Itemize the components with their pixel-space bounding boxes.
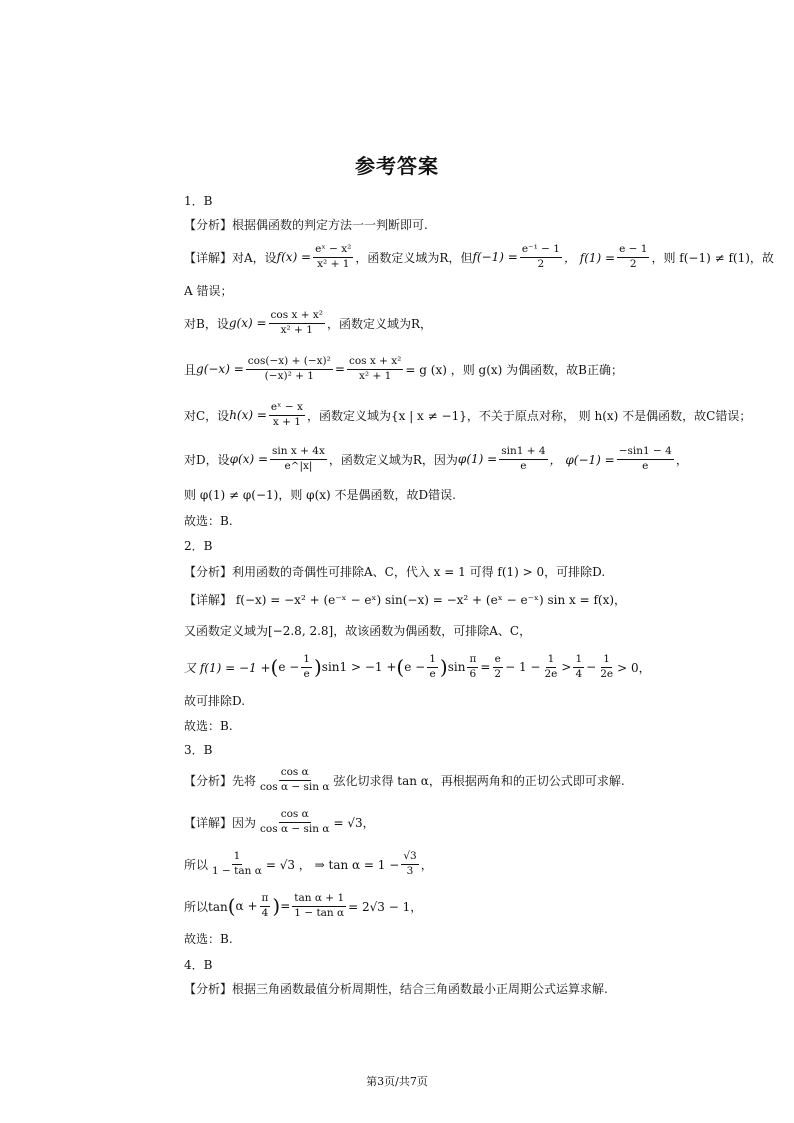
- text: =: [334, 362, 345, 376]
- numerator: e⁻¹ − 1: [520, 243, 562, 257]
- numerator: π: [467, 653, 478, 667]
- fraction: [260, 892, 271, 919]
- numerator: cos x + x²: [269, 309, 325, 323]
- function-phi: ， φ(−1) =: [549, 452, 615, 467]
- analysis-text: 【分析】利用函数的奇偶性可排除A、C，代入 x = 1 可得 f(1) > 0，可排除D.: [184, 565, 606, 579]
- detail-line: [184, 442, 764, 476]
- text: ，函数定义域为R，: [326, 316, 433, 331]
- text: = g (x) ，则 g(x) 为偶函数，故B正确；: [405, 362, 623, 377]
- analysis-line: [184, 762, 764, 798]
- text: − 1 −: [505, 660, 541, 674]
- fraction: [258, 808, 331, 835]
- question-number: 2．B: [184, 539, 213, 553]
- text: 且: [184, 362, 197, 377]
- numerator: 1: [301, 653, 312, 667]
- fraction: [246, 355, 333, 382]
- numerator: −sin1 − 4: [617, 445, 674, 459]
- text: α +: [235, 899, 258, 913]
- text: 对D，设: [184, 452, 230, 467]
- detail-line: [184, 240, 774, 274]
- text: 所以tan: [184, 899, 228, 914]
- numerator: √3: [401, 850, 418, 864]
- page-footer: 第3页/共7页: [366, 1075, 428, 1088]
- denominator: 6: [469, 667, 477, 680]
- text: >: [561, 660, 572, 674]
- denominator: e: [303, 667, 310, 680]
- denominator: e: [642, 459, 649, 472]
- denominator: 2e: [544, 667, 558, 680]
- inequality-line: [184, 648, 764, 686]
- function-g: g(x) =: [228, 316, 267, 330]
- analysis-text: 【分析】根据偶函数的判定方法一一判断即可.: [184, 218, 428, 232]
- numerator: e: [493, 653, 503, 667]
- fraction: [467, 653, 478, 680]
- paren: ): [313, 655, 322, 679]
- text: ，: [420, 857, 433, 872]
- text: 所以: [184, 857, 209, 872]
- detail-line: [184, 398, 764, 432]
- text: 【分析】先将: [184, 773, 257, 788]
- fraction: [499, 445, 547, 472]
- detail-label: 【详解】对A，设: [184, 250, 277, 265]
- text: ，函数定义域为{x | x ≠ −1}，不关于原点对称， 则 h(x) 不是偶函数，故C错误；: [306, 408, 752, 423]
- denominator: 2: [629, 257, 637, 270]
- fraction: [492, 653, 503, 680]
- denominator: e^|x|: [284, 459, 313, 472]
- numerator: cos(−x) + (−x)²: [246, 355, 333, 369]
- choice-line: 故选：B.: [184, 719, 233, 733]
- detail-line: [184, 846, 764, 882]
- denominator: 2: [494, 667, 502, 680]
- fraction: [292, 892, 346, 919]
- denominator: 1 − tan α: [294, 906, 345, 919]
- detail-line: [184, 306, 764, 340]
- fraction: [427, 653, 438, 680]
- text: = √3 ， ⇒ tan α = 1 −: [265, 857, 400, 872]
- text: e −: [404, 660, 426, 674]
- denominator: cos α − sin α: [260, 780, 330, 793]
- denominator: x² + 1: [280, 323, 313, 336]
- text: −: [586, 660, 597, 674]
- numerator: sin x + 4x: [270, 445, 327, 459]
- denominator: 1 − tan α: [212, 864, 262, 877]
- question-number: 4．B: [184, 958, 213, 972]
- denominator: 2e: [600, 667, 614, 680]
- text: 弦化切求得 tan α，再根据两角和的正切公式即可求解.: [333, 773, 625, 788]
- paren: ): [272, 894, 281, 918]
- denominator: 3: [406, 864, 414, 877]
- numerator: 1: [232, 850, 243, 864]
- fraction: [598, 653, 615, 680]
- numerator: e − 1: [617, 243, 649, 257]
- function-phi: φ(x) =: [229, 452, 269, 466]
- numerator: cos x + x²: [347, 355, 403, 369]
- denominator: 4: [575, 667, 583, 680]
- text: ，: [675, 452, 688, 467]
- text-line: 又函数定义域为[−2.8, 2.8]，故该函数为偶函数，可排除A、C，: [184, 624, 532, 638]
- choice-line: 故选：B.: [184, 514, 233, 528]
- question-number: 3．B: [184, 743, 213, 757]
- text-line: 则 φ(1) ≠ φ(−1)，则 φ(x) 不是偶函数，故D错误.: [184, 488, 456, 502]
- paren: (: [396, 655, 405, 679]
- text: = 2√3 − 1，: [348, 899, 423, 914]
- denominator: x + 1: [272, 415, 301, 428]
- text: 对B，设: [184, 316, 229, 331]
- text: sin1 > −1 +: [321, 660, 397, 674]
- denominator: x² + 1: [359, 369, 392, 382]
- fraction: [301, 653, 312, 680]
- fraction: [210, 850, 264, 877]
- numerator: π: [260, 892, 271, 906]
- fraction: [520, 243, 562, 270]
- text: 对C，设: [184, 408, 230, 423]
- numerator: 1: [427, 653, 438, 667]
- text: 又 f(1) = −1 +: [184, 660, 271, 675]
- denominator: e: [429, 667, 436, 680]
- choice-line: 故选：B.: [184, 932, 233, 946]
- detail-line: [184, 888, 764, 924]
- numerator: eˣ − x: [269, 401, 305, 415]
- text: > 0，: [617, 660, 651, 675]
- denominator: (−x)² + 1: [264, 369, 314, 382]
- fraction: [617, 243, 649, 270]
- text: ，函数定义域为R，但: [355, 250, 473, 265]
- fraction: [269, 309, 325, 336]
- numerator: sin1 + 4: [499, 445, 547, 459]
- fraction: [573, 653, 584, 680]
- fraction: [270, 445, 327, 472]
- denominator: e: [520, 459, 527, 472]
- paren: (: [270, 655, 279, 679]
- denominator: 4: [261, 906, 269, 919]
- detail-line: [184, 804, 764, 840]
- fraction: [258, 766, 331, 793]
- numerator: cos α: [279, 808, 311, 822]
- numerator: eˣ − x²: [313, 243, 353, 257]
- text-line: A 错误；: [184, 284, 233, 298]
- function-g: g(−x) =: [196, 362, 244, 376]
- function-phi: φ(1) =: [457, 452, 498, 466]
- analysis-text: 【分析】根据三角函数最值分析周期性，结合三角函数最小正周期公式运算求解.: [184, 982, 608, 996]
- text: =: [280, 899, 291, 913]
- text: e −: [278, 660, 300, 674]
- detail-line: 【详解】 f(−x) = −x² + (e⁻ˣ − eˣ) sin(−x) = −x² + (eˣ − e⁻ˣ) sin x = f(x)，: [184, 593, 627, 607]
- text-line: 故可排除D.: [184, 694, 246, 708]
- text: =: [480, 660, 491, 674]
- function-f: f(−1) =: [472, 250, 518, 264]
- function-f: f(x) =: [276, 250, 312, 264]
- fraction: [617, 445, 674, 472]
- text: = √3，: [333, 815, 375, 830]
- detail-line: [184, 350, 764, 388]
- denominator: x² + 1: [317, 257, 350, 270]
- numerator: 1: [573, 653, 584, 667]
- fraction: [313, 243, 353, 270]
- question-number: 1．B: [184, 194, 213, 208]
- page-title: 参考答案: [355, 154, 439, 178]
- fraction: [542, 653, 559, 680]
- numerator: 1: [546, 653, 557, 667]
- paren: (: [227, 894, 236, 918]
- denominator: cos α − sin α: [260, 822, 330, 835]
- numerator: tan α + 1: [292, 892, 346, 906]
- denominator: 2: [537, 257, 545, 270]
- paren: ): [439, 655, 448, 679]
- numerator: cos α: [279, 766, 311, 780]
- fraction: [269, 401, 305, 428]
- fraction: [401, 850, 418, 877]
- text: 【详解】因为: [184, 815, 257, 830]
- text: sin: [447, 660, 466, 674]
- numerator: 1: [601, 653, 612, 667]
- text: ，函数定义域为R，因为: [328, 452, 458, 467]
- text: ，则 f(−1) ≠ f(1)，故: [651, 250, 774, 265]
- fraction: [347, 355, 403, 382]
- function-f: ， f(1) =: [563, 250, 616, 265]
- function-h: h(x) =: [229, 408, 267, 422]
